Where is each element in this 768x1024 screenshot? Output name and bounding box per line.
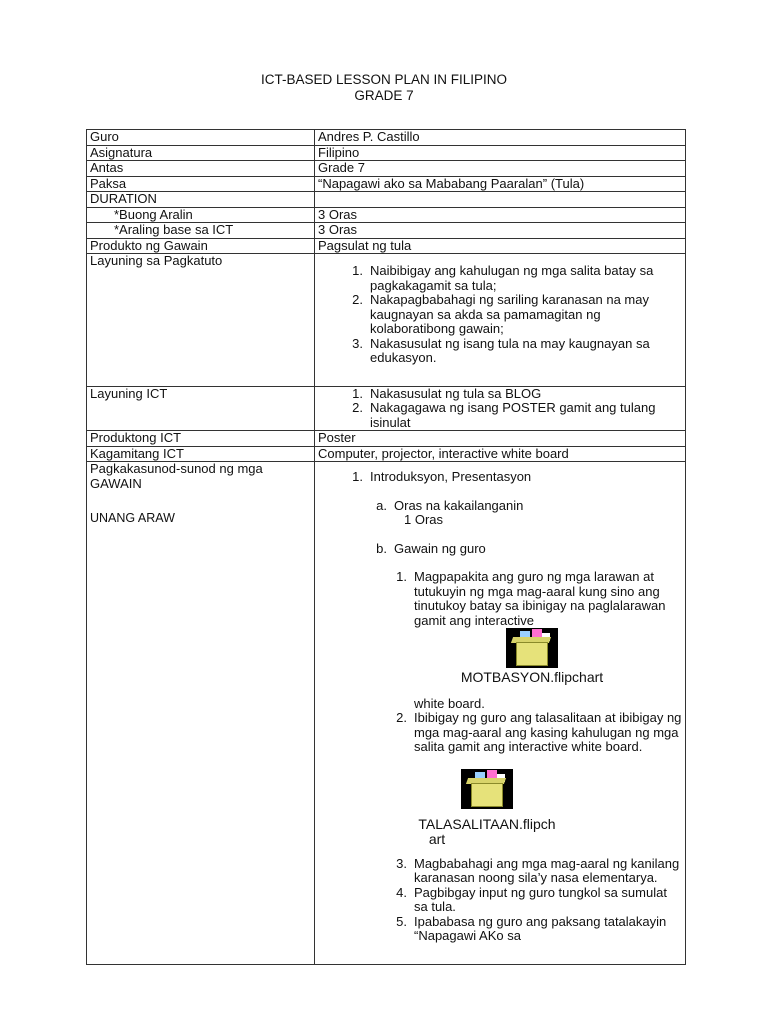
file-name-continued: art: [428, 831, 446, 847]
list-text: Nakasusulat ng tula sa BLOG: [370, 385, 542, 401]
row-label: Antas: [87, 161, 315, 177]
row-value: Grade 7: [315, 161, 686, 177]
table-row: [87, 145, 686, 161]
table-row: [87, 386, 686, 431]
list-number: 1.: [352, 263, 363, 278]
list-text: Ibibigay ng guro ang talasalitaan at ibibigay ng mga mag-aaral ang kasing kahulugan ng mga salita gamit ang interactive white board.: [414, 710, 682, 754]
list-item: [318, 401, 682, 430]
table-row: [87, 161, 686, 177]
list-number: 5.: [396, 913, 407, 929]
list-item: [318, 387, 682, 402]
list-item-continuation: white board.: [414, 695, 485, 711]
table-row: [87, 207, 686, 223]
list-number: 1.: [352, 385, 363, 401]
row-value: Andres P. Castillo: [315, 130, 686, 146]
list-text: Nakasusulat ng isang tula na may kaugnayan sa edukasyon.: [370, 335, 650, 365]
row-value: [315, 462, 686, 965]
list-item: [362, 711, 682, 755]
flipchart-file-icon[interactable]: [461, 769, 513, 809]
table-row: [87, 223, 686, 239]
row-value: “Napagawi ako sa Mababang Paaralan” (Tula): [315, 176, 686, 192]
row-value: [315, 192, 686, 208]
flipchart-attachment[interactable]: [382, 628, 682, 685]
list-number: 1.: [396, 569, 407, 584]
list-item: [318, 470, 682, 485]
table-row: [87, 446, 686, 462]
list-text: Naibibigay ang kahulugan ng mga salita batay sa pagkakagamit sa tula;: [370, 263, 654, 293]
list-item: [362, 886, 682, 915]
list-number: 4.: [396, 884, 407, 900]
list-text: Pagbibgay input ng guro tungkol sa sumulat sa tula.: [414, 884, 667, 914]
teacher-steps: [318, 570, 682, 944]
list-item: [362, 915, 682, 944]
row-label-text: *Araling base sa ICT: [114, 222, 234, 237]
row-value: 3 Oras: [315, 207, 686, 223]
table-row: [87, 462, 686, 965]
row-label: Layuning sa Pagkatuto: [87, 254, 315, 387]
row-label-text: *Buong Aralin: [114, 206, 193, 222]
list-text: [394, 499, 682, 528]
list-number: 1.: [352, 469, 363, 484]
list-text: Nakagagawa ng isang POSTER gamit ang tulang isinulat: [370, 400, 656, 430]
row-label: Asignatura: [87, 145, 315, 161]
list-text: Magbabahagi ang mga mag-aaral ng kanilang karanasan noong sila’y nasa elementarya.: [414, 855, 680, 885]
flipchart-file-icon[interactable]: [506, 628, 558, 668]
list-item: [362, 857, 682, 886]
row-value: [315, 386, 686, 431]
objectives-list: [318, 264, 682, 366]
row-value: [315, 254, 686, 387]
document-subtitle: GRADE 7: [354, 88, 414, 103]
lesson-plan-table: [86, 129, 686, 965]
list-item: [318, 264, 682, 293]
table-row: [87, 238, 686, 254]
list-text: Ipababasa ng guro ang paksang tatalakayin “Napagawi AKo sa: [414, 913, 667, 943]
list-text: Gawain ng guro: [394, 540, 486, 556]
list-item: [318, 499, 682, 528]
row-value: Pagsulat ng tula: [315, 238, 686, 254]
row-label: [87, 207, 315, 223]
list-text-sub: 1 Oras: [404, 512, 444, 527]
list-number: 2.: [352, 400, 363, 415]
flipchart-attachment[interactable]: [392, 769, 582, 847]
list-number: 3.: [352, 335, 363, 351]
day-label: UNANG ARAW: [90, 511, 175, 525]
table-row: [87, 176, 686, 192]
row-label: [87, 462, 315, 965]
table-row: [87, 431, 686, 447]
list-item: [318, 542, 682, 557]
row-value: Computer, projector, interactive white board: [315, 446, 686, 462]
list-text: Nakapagbabahagi ng sariling karanasan na may kaugnayan sa akda sa pamamagitan ng kolaboratibong gawain;: [370, 292, 649, 336]
activities-label: Pagkakasunod-sunod ng mga GAWAIN: [90, 461, 263, 491]
steps-continued: [362, 857, 682, 944]
ict-objectives-list: [318, 387, 682, 431]
table-row: [87, 130, 686, 146]
list-text-main: Oras na kakailanganin: [394, 497, 524, 513]
row-label: Produkto ng Gawain: [87, 238, 315, 254]
table-row: [87, 254, 686, 387]
list-text: Magpapakita ang guro ng mga larawan at tutukuyin ng mga mag-aaral kung sino ang tinutukoy batay sa ibinigay na paglalarawan gamit ang interactive: [414, 569, 666, 628]
row-label: Layuning ICT: [87, 386, 315, 431]
list-number: a.: [376, 497, 387, 513]
row-value: Filipino: [315, 145, 686, 161]
list-number: 3.: [396, 855, 407, 871]
row-label: DURATION: [87, 192, 315, 208]
file-name: MOTBASYON.flipchart: [460, 669, 604, 685]
row-label: Paksa: [87, 176, 315, 192]
list-text: Introduksyon, Presentasyon: [370, 469, 532, 484]
row-label: Guro: [87, 130, 315, 146]
row-value: 3 Oras: [315, 223, 686, 239]
list-item: [318, 293, 682, 337]
row-label: Produktong ICT: [87, 431, 315, 447]
list-item: [318, 337, 682, 366]
list-number: b.: [376, 540, 387, 556]
list-number: 2.: [352, 292, 363, 307]
row-label: [87, 223, 315, 239]
list-number: 2.: [396, 710, 407, 725]
row-label: Kagamitang ICT: [87, 446, 315, 462]
list-item: [362, 570, 682, 628]
row-value: Poster: [315, 431, 686, 447]
document-title: ICT-BASED LESSON PLAN IN FILIPINO: [260, 72, 508, 87]
file-name: TALASALITAAN.flipch: [418, 815, 556, 832]
table-row: [87, 192, 686, 208]
